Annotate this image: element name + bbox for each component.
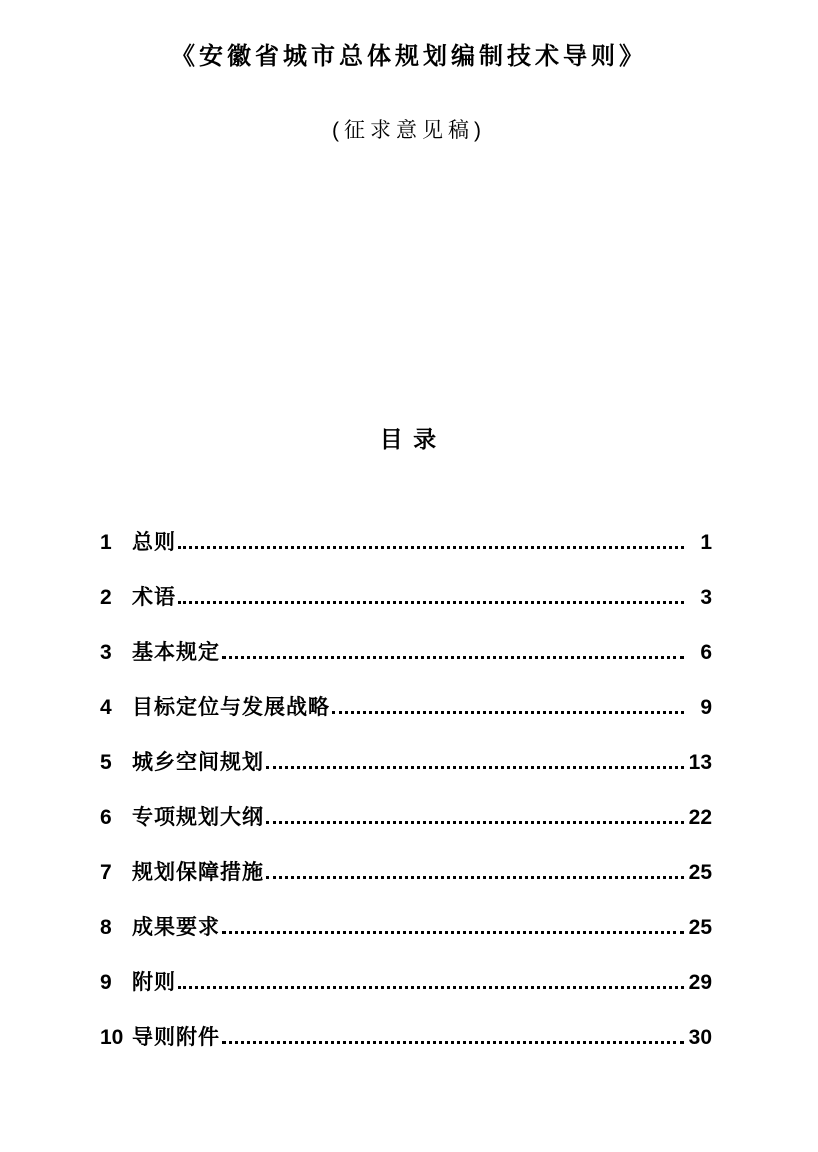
toc-leader-dots	[332, 711, 684, 714]
toc-entry-page: 9	[700, 696, 712, 719]
toc-entry-page: 3	[700, 586, 712, 609]
toc-entry-page: 13	[688, 751, 712, 774]
toc-entry-number: 7	[100, 861, 112, 884]
toc-entry-number: 9	[100, 971, 112, 994]
toc-entry-label: 专项规划大纲	[132, 806, 264, 829]
toc-leader-dots	[266, 876, 684, 879]
toc-entry-label: 城乡空间规划	[132, 751, 264, 774]
toc-entry	[100, 805, 712, 830]
toc-entry	[100, 970, 712, 995]
toc-entry-label: 导则附件	[132, 1026, 220, 1049]
toc-entry-number: 2	[100, 586, 112, 609]
toc-entry-page: 25	[688, 861, 712, 884]
toc-entry	[100, 530, 712, 555]
toc-entry-page: 30	[688, 1026, 712, 1049]
toc-entry	[100, 695, 712, 720]
toc-leader-dots	[222, 931, 684, 934]
toc-entry-page: 25	[688, 916, 712, 939]
toc-entry-label: 术语	[132, 586, 176, 609]
toc-entry	[100, 860, 712, 885]
toc-entry-number: 4	[100, 696, 112, 719]
toc-entry-page: 1	[700, 531, 712, 554]
toc-entry-page: 6	[700, 641, 712, 664]
toc-entry	[100, 1025, 712, 1050]
toc-leader-dots	[178, 546, 684, 549]
toc-entry-number: 3	[100, 641, 112, 664]
toc-entry-label: 基本规定	[132, 641, 220, 664]
document-title: 《安徽省城市总体规划编制技术导则》	[171, 43, 647, 70]
toc-entry-label: 成果要求	[132, 916, 220, 939]
toc-leader-dots	[178, 601, 684, 604]
toc-entry-number: 6	[100, 806, 112, 829]
toc-entry	[100, 915, 712, 940]
toc-list	[100, 530, 712, 1080]
toc-entry-page: 29	[688, 971, 712, 994]
toc-entry-label: 规划保障措施	[132, 861, 264, 884]
toc-entry-number: 10	[100, 1026, 124, 1049]
toc-entry	[100, 750, 712, 775]
toc-leader-dots	[178, 986, 684, 989]
toc-leader-dots	[222, 656, 684, 659]
document-subtitle: (征求意见稿)	[332, 119, 486, 142]
toc-entry	[100, 640, 712, 665]
toc-entry-number: 8	[100, 916, 112, 939]
toc-entry	[100, 585, 712, 610]
toc-heading: 目 录	[379, 426, 439, 452]
toc-entry-number: 5	[100, 751, 112, 774]
toc-entry-number: 1	[100, 531, 112, 554]
toc-entry-label: 目标定位与发展战略	[132, 696, 330, 719]
toc-leader-dots	[266, 766, 684, 769]
toc-entry-label: 总则	[132, 531, 176, 554]
toc-entry-page: 22	[688, 806, 712, 829]
toc-leader-dots	[266, 821, 684, 824]
toc-entry-label: 附则	[132, 971, 176, 994]
toc-leader-dots	[222, 1041, 684, 1044]
